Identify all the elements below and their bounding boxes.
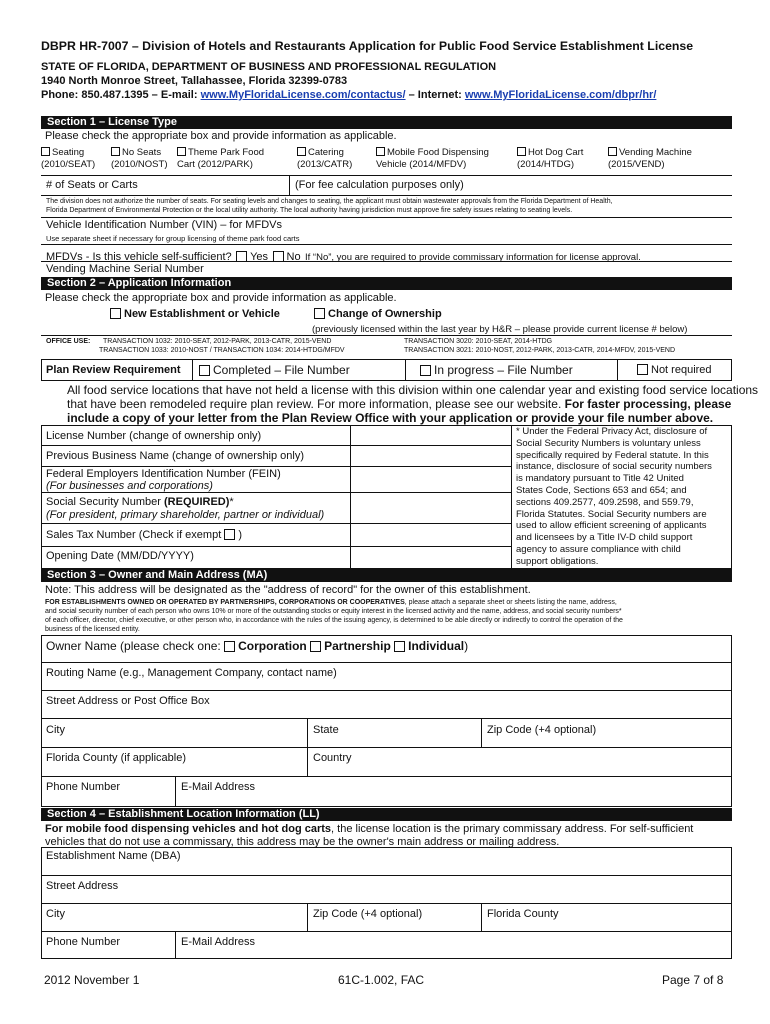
internet-text: – Internet: bbox=[405, 89, 465, 101]
location-para-2: vehicles that do not use a commissary, this address may be the owner's main address or mailing address. bbox=[45, 836, 560, 848]
vin-note: Use separate sheet if necessary for group licensing of theme park food carts bbox=[46, 234, 300, 243]
license-no-seats[interactable]: No Seats (2010/NOST) bbox=[111, 147, 168, 170]
section-1-instruction: Please check the appropriate box and provide information as applicable. bbox=[45, 130, 397, 142]
section-2-instruction: Please check the appropriate box and provide information as applicable. bbox=[45, 292, 397, 304]
partnership-checkbox[interactable] bbox=[310, 641, 321, 652]
plan-review-not-required[interactable]: Not required bbox=[637, 364, 712, 376]
checkbox[interactable] bbox=[420, 365, 431, 376]
footer-rule-code: 61C-1.002, FAC bbox=[338, 973, 425, 987]
owner-email-label: E-Mail Address bbox=[181, 781, 255, 793]
section-3-header: Section 3 – Owner and Main Address (MA) bbox=[41, 569, 732, 582]
vin-label: Vehicle Identification Number (VIN) – for MFDVs bbox=[46, 219, 282, 231]
seating-note-2: Florida Department of Environmental Protection or the local utility authority. The local authority having jurisdiction must approve fire safety issues relating to seating levels. bbox=[46, 207, 573, 214]
location-email-label: E-Mail Address bbox=[181, 936, 255, 948]
checkbox[interactable] bbox=[608, 147, 617, 156]
location-para-1: For mobile food dispensing vehicles and hot dog carts, the license location is the primary commissary address. For self-sufficient bbox=[45, 823, 694, 835]
transaction-3020: TRANSACTION 3020: 2010-SEAT, 2014-HTDG bbox=[404, 338, 553, 345]
license-number-field[interactable] bbox=[352, 427, 509, 444]
address-of-record-note: Note: This address will be designated as the "address of record" for the owner of this establishment. bbox=[45, 584, 531, 596]
ssn-field[interactable] bbox=[352, 494, 509, 522]
owner-state-label: State bbox=[313, 724, 339, 736]
opening-date-field[interactable] bbox=[352, 548, 509, 568]
plan-review-para-1: All food service locations that have not held a license with this division within one calendar year and existing food service locations bbox=[67, 383, 759, 397]
section-4-header: Section 4 – Establishment Location Information (LL) bbox=[41, 808, 732, 821]
owner-city-label: City bbox=[46, 724, 65, 736]
transaction-1032: TRANSACTION 1032: 2010-SEAT, 2012-PARK, 2013-CATR, 2015-VEND bbox=[103, 338, 332, 345]
phone-text: Phone: 850.487.1395 – E-mail: bbox=[41, 89, 201, 101]
agency-address: 1940 North Monroe Street, Tallahassee, Florida 32399-0783 bbox=[41, 75, 348, 87]
new-establishment-option[interactable]: New Establishment or Vehicle bbox=[110, 308, 280, 320]
opening-date-label: Opening Date (MM/DD/YYYY) bbox=[46, 550, 194, 562]
routing-name-label: Routing Name (e.g., Management Company, contact name) bbox=[46, 667, 337, 679]
ownership-fine-print-3: of each officer, director, chief executive, or other person who, in accordance with the rules of the issuing agency, is determined to be able directly or indirectly to control the operation of the bbox=[45, 617, 623, 624]
checkbox[interactable] bbox=[41, 147, 50, 156]
location-zip-label: Zip Code (+4 optional) bbox=[313, 908, 423, 920]
license-vending[interactable]: Vending Machine (2015/VEND) bbox=[608, 147, 692, 170]
ssn-note: (For president, primary shareholder, partner or individual) bbox=[46, 509, 325, 521]
checkbox[interactable] bbox=[637, 364, 648, 375]
checkbox[interactable] bbox=[110, 308, 121, 319]
checkbox[interactable] bbox=[314, 308, 325, 319]
ownership-fine-print-1: FOR ESTABLISHMENTS OWNED OR OPERATED BY PARTNERSHIPS, CORPORATIONS OR COOPERATIVES, please attach a separate sheet or sheets listing the name, address, bbox=[45, 599, 617, 606]
location-phone-label: Phone Number bbox=[46, 936, 120, 948]
owner-name-label: Owner Name (please check one: Corporation Partnership Individual) bbox=[46, 639, 469, 653]
self-sufficient-row: MFDVs - Is this vehicle self-sufficient? Yes No If “No”, you are required to provide commissary information for license approval. bbox=[46, 251, 641, 263]
website-link[interactable]: www.MyFloridaLicense.com/dbpr/hr/ bbox=[464, 89, 657, 101]
corporation-checkbox[interactable] bbox=[224, 641, 235, 652]
dba-label: Establishment Name (DBA) bbox=[46, 850, 181, 862]
ownership-fine-print-2: and social security number of each person who owns 10% or more of the outstanding stocks or equity interest in the licensed activity and the name, address, and social security numbers* bbox=[45, 608, 622, 615]
previous-business-field[interactable] bbox=[352, 447, 509, 465]
license-mobile-food[interactable]: Mobile Food Dispensing Vehicle (2014/MFDV) bbox=[376, 147, 489, 170]
location-county-label: Florida County bbox=[487, 908, 559, 920]
owner-country-label: Country bbox=[313, 752, 352, 764]
transaction-1033: TRANSACTION 1033: 2010-NOST / TRANSACTION 1034: 2014-HTDG/MFDV bbox=[99, 347, 345, 354]
owner-phone-label: Phone Number bbox=[46, 781, 120, 793]
plan-review-para-2: that have been remodeled require plan review. For more information, please see our website. For faster processing, please bbox=[67, 397, 732, 411]
fein-label: Federal Employers Identification Number (FEIN) bbox=[46, 468, 281, 480]
owner-county-label: Florida County (if applicable) bbox=[46, 752, 187, 764]
fein-note: (For businesses and corporations) bbox=[46, 480, 213, 492]
checkbox[interactable] bbox=[177, 147, 186, 156]
location-city-label: City bbox=[46, 908, 65, 920]
license-hot-dog-cart[interactable]: Hot Dog Cart (2014/HTDG) bbox=[517, 147, 584, 170]
ownership-fine-print-4: business of the licensed entity. bbox=[45, 626, 140, 633]
exempt-checkbox[interactable] bbox=[224, 529, 235, 540]
change-ownership-option[interactable]: Change of Ownership bbox=[314, 308, 442, 320]
location-street-label: Street Address bbox=[46, 880, 119, 892]
license-catering[interactable]: Catering (2013/CATR) bbox=[297, 147, 353, 170]
privacy-act-notice: * Under the Federal Privacy Act, disclosure of Social Security Numbers is voluntary unless specifically required by Federal statute. In this instance, disclosure of social security numbers is mandatory pursuant to Title 42 United States Code, Sections 653 and 654; and sections 409.2577, 409.2598, and 559.79, Florida Statutes. Social Security numbers are used to allow efficient screening of applicants and licensees by a Title IV-D child support agency to assure compliance with child support obligations. bbox=[516, 426, 712, 567]
plan-review-in-progress[interactable]: In progress – File Number bbox=[420, 363, 573, 377]
owner-address-grid bbox=[41, 635, 732, 807]
sales-tax-field[interactable] bbox=[352, 525, 509, 545]
section-1-header: Section 1 – License Type bbox=[41, 116, 732, 129]
seating-note-1: The division does not authorize the number of seats. For seating levels and changes to seating, the applicant must obtain wastewater approvals from the Florida Department of Health, bbox=[46, 198, 613, 205]
checkbox[interactable] bbox=[517, 147, 526, 156]
license-seating[interactable]: Seating (2010/SEAT) bbox=[41, 147, 96, 170]
sales-tax-label: Sales Tax Number (Check if exempt ) bbox=[46, 529, 242, 541]
ssn-label: Social Security Number (REQUIRED)* bbox=[46, 496, 234, 508]
form-title: DBPR HR-7007 – Division of Hotels and Restaurants Application for Public Food Service Establishment License bbox=[41, 39, 694, 53]
seats-label: # of Seats or Carts bbox=[46, 179, 138, 191]
vending-serial-label: Vending Machine Serial Number bbox=[46, 263, 204, 275]
checkbox[interactable] bbox=[111, 147, 120, 156]
plan-review-para-3: include a copy of your letter from the Plan Review Office with your application or provide your file number above. bbox=[67, 411, 714, 425]
license-theme-park[interactable]: Theme Park Food Cart (2012/PARK) bbox=[177, 147, 265, 170]
section-2-header: Section 2 – Application Information bbox=[41, 277, 732, 290]
contact-email-link[interactable]: www.MyFloridaLicense.com/contactus/ bbox=[200, 89, 406, 101]
individual-checkbox[interactable] bbox=[394, 641, 405, 652]
previously-licensed-note: (previously licensed within the last year by H&R – please provide current license # below) bbox=[312, 324, 688, 335]
plan-review-label: Plan Review Requirement bbox=[46, 364, 181, 376]
checkbox[interactable] bbox=[199, 365, 210, 376]
agency-name: STATE OF FLORIDA, DEPARTMENT OF BUSINESS AND PROFESSIONAL REGULATION bbox=[41, 61, 497, 73]
checkbox[interactable] bbox=[376, 147, 385, 156]
owner-street-label: Street Address or Post Office Box bbox=[46, 695, 210, 707]
previous-business-label: Previous Business Name (change of ownership only) bbox=[46, 450, 305, 462]
fee-note: (For fee calculation purposes only) bbox=[295, 179, 464, 191]
checkbox[interactable] bbox=[297, 147, 306, 156]
footer-date: 2012 November 1 bbox=[44, 973, 140, 987]
owner-zip-label: Zip Code (+4 optional) bbox=[487, 724, 597, 736]
contact-line bbox=[41, 89, 656, 101]
footer-page-number: Page 7 of 8 bbox=[662, 973, 724, 987]
fein-field[interactable] bbox=[352, 468, 509, 491]
transaction-3021: TRANSACTION 3021: 2010-NOST, 2012-PARK, 2013-CATR, 2014-MFDV, 2015-VEND bbox=[404, 347, 676, 354]
license-number-label: License Number (change of ownership only) bbox=[46, 430, 262, 442]
office-use-label: OFFICE USE: bbox=[46, 338, 91, 345]
plan-review-completed[interactable]: Completed – File Number bbox=[199, 363, 350, 377]
